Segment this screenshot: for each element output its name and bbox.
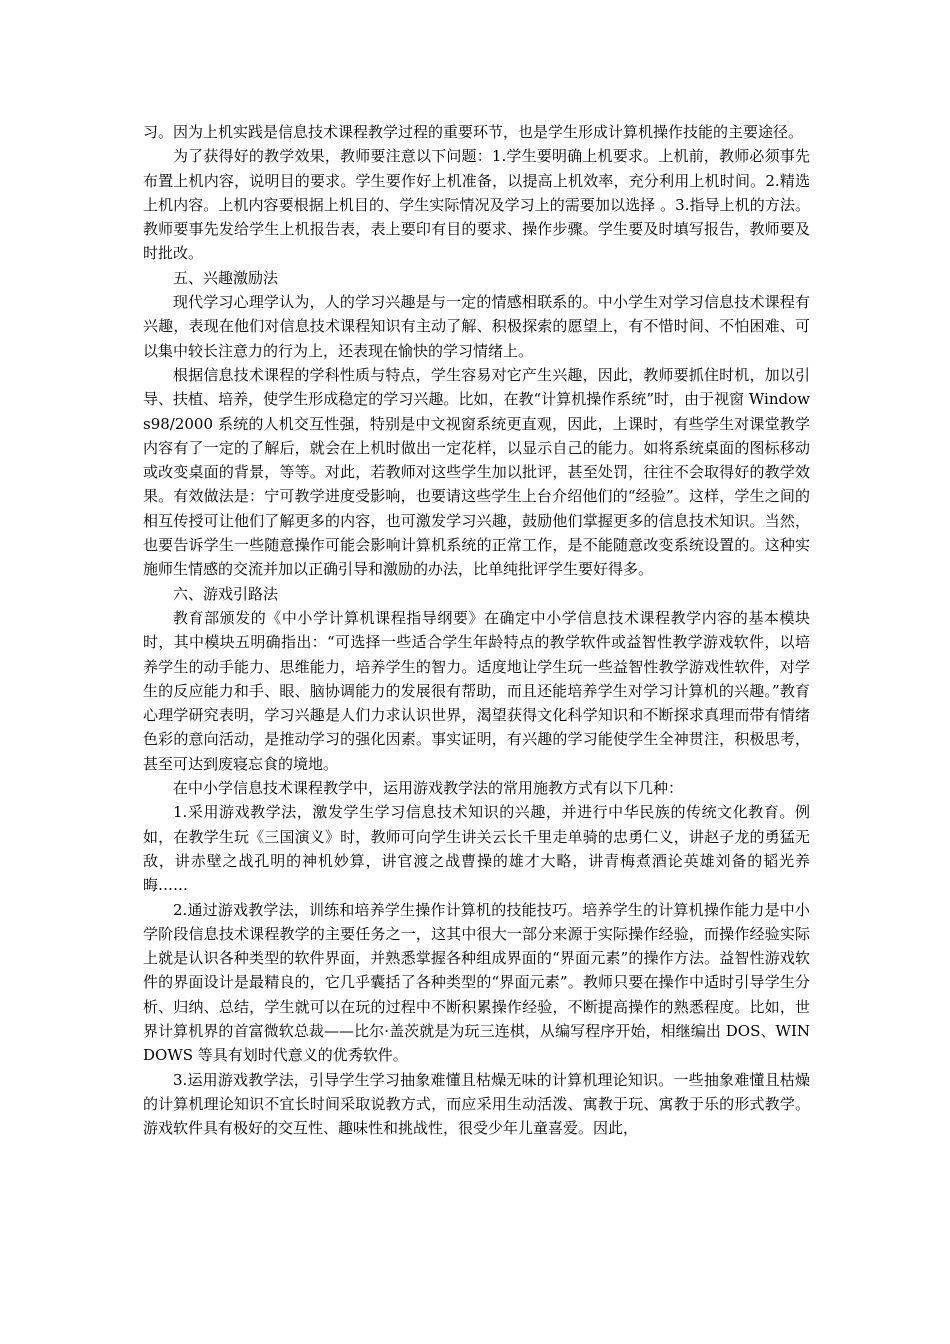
paragraph-game-methods-intro: 在中小学信息技术课程教学中，运用游戏教学法的常用施教方式有以下几种： [173,779,684,798]
paragraph-game-method-2: 2.通过游戏教学法，训练和培养学生操作计算机的技能技巧。培养学生的计算机操作能力是中小学阶段信息技术课程教学的主要任务之一，这其中很大一部分来源于实际操作经验，而操作经验实际上就是认识各种类型的软件界面，并熟悉掌握各种组成界面的“界面元素”的操作方法。益智性游戏软件的界面设计是最精良的，它几乎囊括了各种类型的“界面元素”。教师只要在操作中适时引导学生分析、归纳、总结，学生就可以在玩的过程中不断积累操作经验，不断提高操作的熟悉程度。比如，世界计算机界的首富微软总裁——比尔·盖茨就是为玩三连棋，从编写程序开始，相继编出 DOS、WINDOWS 等具有划时代意义的优秀软件。 [143,900,810,1065]
paragraph-game-method-1: 1.采用游戏教学法，激发学生学习信息技术知识的兴趣，并进行中华民族的传统文化教育。例如，在教学生玩《三国演义》时，教师可向学生讲关云长千里走单骑的忠勇仁义，讲赵子龙的勇猛无敌，讲赤壁之战孔明的神机妙算，讲官渡之战曹操的雄才大略，讲青梅煮酒论英雄刘备的韬光养晦…… [143,803,810,895]
document-page [143,120,810,1140]
section-heading-interest: 五、兴趣激励法 [173,268,279,287]
paragraph-curriculum-outline: 教育部颁发的《中小学计算机课程指导纲要》在确定中小学信息技术课程教学内容的基本模块时，其中模块五明确指出：“可选择一些适合学生年龄特点的教学软件或益智性教学游戏软件，以培养学生的动手能力、思维能力，培养学生的智力。适度地让学生玩一些益智性教学游戏性软件，对学生的反应能力和手、眼、脑协调能力的发展很有帮助，而且还能培养学生对学习计算机的兴趣。”教育心理学研究表明，学习兴趣是人们力求认识世界，渴望获得文化科学知识和不断探求真理而带有情绪色彩的意向活动，是推动学习的强化因素。事实证明，有兴趣的学习能使学生全神贯注，积极思考，甚至可达到废寝忘食的境地。 [143,608,810,773]
paragraph-interest-example: 根据信息技术课程的学科性质与特点，学生容易对它产生兴趣，因此，教师要抓住时机，加以引导、扶植、培养，使学生形成稳定的学习兴趣。比如，在教“计算机操作系统”时，由于视窗 Windows98/2000 系统的人机交互性强，特别是中文视窗系统更直观，因此，上课时，有些学生对课堂教学内容有了一定的了解后，就会在上机时做出一定花样，以显示自己的能力。如将系统桌面的图标移动或改变桌面的背景，等等。对此，若教师对这些学生加以批评，甚至处罚，往往不会取得好的教学效果。有效做法是：宁可教学进度受影响，也要请这些学生上台介绍他们的“经验”。这样，学生之间的相互传授可让他们了解更多的内容，也可激发学习兴趣，鼓励他们掌握更多的信息技术知识。当然，也要告诉学生一些随意操作可能会影响计算机系统的正常工作，是不能随意改变系统设置的。这种实施师生情感的交流并加以正确引导和激励的办法，比单纯批评学生要好得多。 [143,365,810,579]
paragraph-continuation: 习。因为上机实践是信息技术课程教学过程的重要环节，也是学生形成计算机操作技能的主要途径。 [143,123,804,141]
paragraph-game-method-3: 3.运用游戏教学法，引导学生学习抽象难懂且枯燥无味的计算机理论知识。一些抽象难懂且枯燥的计算机理论知识不宜长时间采取说教方式，而应采用生动活泼、寓教于玩、寓教于乐的形式教学。游戏软件具有极好的交互性、趣味性和挑战性，很受少年儿童喜爱。因此， [143,1070,810,1138]
section-heading-game: 六、游戏引路法 [173,584,279,603]
paragraph-teaching-effect: 为了获得好的教学效果，教师要注意以下问题：1.学生要明确上机要求。上机前，教师必须事先布置上机内容，说明目的要求。学生要作好上机准备，以提高上机效率，充分利用上机时间。2.精选上机内容。上机内容要根据上机目的、学生实际情况及学习上的需要加以选择 。3.指导上机的方法。教师要事先发给学生上机报告表，表上要印有目的要求、操作步骤。学生要及时填写报告，教师要及时批改。 [143,147,810,263]
paragraph-psychology: 现代学习心理学认为，人的学习兴趣是与一定的情感相联系的。中小学生对学习信息技术课程有兴趣，表现在他们对信息技术课程知识有主动了解、积极探索的愿望上，有不惜时间、不怕困难、可以集中较长注意力的行为上，还表现在愉快的学习情绪上。 [143,293,810,360]
